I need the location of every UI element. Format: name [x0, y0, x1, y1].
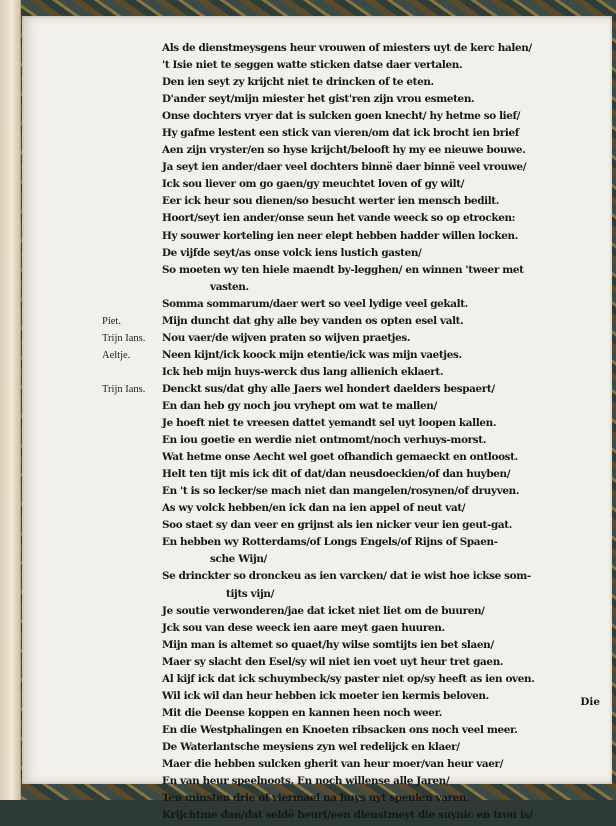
verse-line	[22, 76, 612, 93]
verse-line-text: vasten.	[210, 280, 249, 293]
verse-line-text: Soo staet sy dan veer en grijnst als ien nicker veur ien geut-gat.	[162, 519, 512, 532]
verse-line	[22, 485, 612, 502]
verse-line	[22, 195, 612, 212]
verse-line	[22, 59, 612, 76]
verse-line	[22, 127, 612, 144]
verse-line-text: Neen kijnt/ick koock mijn etentie/ick was mijn vaetjes.	[162, 348, 462, 361]
verse-line	[22, 417, 612, 434]
verse-line	[22, 110, 612, 127]
verse-line	[22, 298, 612, 315]
speaker-label: Trijn Ians.	[102, 383, 146, 395]
verse-line-text: Maer sy slacht den Esel/sy wil niet ien voet uyt heur tret gaen.	[162, 655, 504, 668]
verse-line-text: En 't is so lecker/se mach niet dan mangelen/rosynen/of druyven.	[162, 485, 520, 498]
verse-line-text: sche Wijn/	[210, 553, 268, 566]
verse-line-text: En hebben wy Rotterdams/of Longs Engels/of Rijns of Spaen-	[162, 536, 498, 549]
verse-line	[22, 741, 612, 758]
verse-line	[22, 161, 612, 178]
verse-line-text: As wy volck hebben/en ick dan na ien appel of neut vat/	[162, 502, 466, 515]
verse-line-text: Ick sou liever om go gaen/gy meuchtet loven of gy wilt/	[162, 178, 465, 191]
verse-line	[22, 264, 612, 281]
verse-line-text: Ick heb mijn huys-werck dus lang allienich eklaert.	[162, 365, 444, 378]
verse-line-text: Mijn man is altemet so quaet/hy wilse somtijts ien bet slaen/	[162, 638, 494, 651]
verse-line-text: Je soutie verwonderen/jae dat icket niet liet om de buuren/	[162, 604, 485, 617]
verse-line	[22, 400, 612, 417]
verse-line-text: De Waterlantsche meysiens zyn wel redelijck en klaer/	[162, 740, 460, 753]
verse-line	[22, 212, 612, 229]
verse-line	[22, 707, 612, 724]
verse-line-text: Krijchtme dan/dat seldë beurt/een dienstmeyt die suynic en trou is/	[162, 809, 533, 822]
verse-line	[22, 570, 612, 587]
verse-line	[22, 690, 612, 707]
verse-line-text: Hy souwer korteling ien neer elept hebben hadder willen locken.	[162, 229, 518, 242]
verse-line-text: En dan heb gy noch jou vryhept om wat te mallen/	[162, 399, 437, 412]
verse-line	[22, 639, 612, 656]
verse-line-text: 't Isie niet te seggen watte sticken datse daer vertalen.	[162, 59, 463, 72]
verse-line	[22, 230, 612, 247]
speaker-label: Piet.	[102, 315, 121, 327]
verse-line-text: Somma sommarum/daer wert so veel lydige veel gekalt.	[162, 297, 468, 310]
verse-line-text: Als de dienstmeysgens heur vrouwen of miesters uyt de kerc halen/	[162, 42, 532, 54]
verse-line	[22, 349, 612, 366]
verse-line	[22, 315, 612, 332]
verse-line	[22, 809, 612, 826]
verse-line	[22, 605, 612, 622]
verse-line-text: Eer ick heur sou dienen/so besucht werter ien mensch bedilt.	[162, 195, 500, 208]
verse-line	[22, 332, 612, 349]
verse-line	[22, 42, 612, 59]
verse-line	[22, 93, 612, 110]
verse-line	[22, 758, 612, 775]
verse-line	[22, 724, 612, 741]
verse-line-text: D'ander seyt/mijn miester het gist'ren zijn vrou esmeten.	[162, 93, 475, 106]
speaker-label: Aeltje.	[102, 349, 131, 361]
verse-line-text: En iou goetie en werdie niet ontmomt/noch verhuys-morst.	[162, 434, 486, 447]
verse-text-block	[22, 42, 612, 826]
verse-line-text: Je hoeft niet te vreesen dattet yemandt sel uyt loopen kallen.	[162, 417, 497, 430]
verse-line	[22, 519, 612, 536]
verse-line-text: Den ien seyt zy krijcht niet te drincken of te eten.	[162, 76, 434, 89]
verse-line-text: En van heur speelnoots. En noch willense alle Jaren/	[162, 775, 450, 788]
verse-line-text: Wil ick wil dan heur hebben ick moeter ien kermis beloven.	[162, 689, 489, 702]
verse-line-text: Mijn duncht dat ghy alle bey vanden os opten esel valt.	[162, 314, 464, 327]
verse-line	[22, 553, 612, 570]
verse-line	[22, 434, 612, 451]
verse-line	[22, 775, 612, 792]
verse-line	[22, 144, 612, 161]
speaker-label: Trijn Ians.	[102, 332, 146, 344]
verse-line	[22, 588, 612, 605]
verse-line-text: Hoort/seyt ien ander/onse seun het vande weeck so op etrocken:	[162, 212, 516, 225]
verse-line-text: Jck sou van dese weeck ien aare meyt gaen huuren.	[162, 621, 445, 634]
verse-line	[22, 792, 612, 809]
verse-line-text: Aen zijn vryster/en so hyse krijcht/belooft hy my ee nieuwe bouwe.	[162, 144, 526, 157]
book-page	[22, 16, 612, 822]
verse-line-text: Hy gafme lestent een stick van vieren/om dat ick brocht ien brief	[162, 127, 519, 140]
verse-line-text: Denckt sus/dat ghy alle Jaers wel hondert daelders bespaert/	[162, 382, 495, 395]
verse-line	[22, 247, 612, 264]
verse-line-text: Maer die hebben sulcken gherit van heur moer/van heur vaer/	[162, 757, 504, 770]
verse-line	[22, 502, 612, 519]
verse-line-text: En die Westphalingen en Knoeten ribsacken ons noch veel meer.	[162, 723, 518, 736]
verse-line	[22, 178, 612, 195]
verse-line	[22, 622, 612, 639]
verse-line-text: Onse dochters vryer dat is sulcken goen knecht/ hy hetme so lief/	[162, 110, 521, 123]
verse-line-text: De vijfde seyt/as onse volck iens lustich gasten/	[162, 246, 422, 259]
verse-line-text: Al kijf ick dat ick schuymbeck/sy paster niet op/sy heeft as ien oven.	[162, 672, 535, 685]
book-binding	[0, 0, 21, 800]
verse-line	[22, 656, 612, 673]
verse-line	[22, 451, 612, 468]
verse-line	[22, 536, 612, 553]
verse-line-text: tijts vijn/	[226, 587, 275, 600]
verse-line	[22, 383, 612, 400]
verse-line-text: Ja seyt ien ander/daer veel dochters binnë daer binnë veel vrouwe/	[162, 161, 527, 174]
verse-line	[22, 366, 612, 383]
verse-line-text: Nou vaer/de wijven praten so wijven praetjes.	[162, 331, 411, 344]
verse-line-text: Wat hetme onse Aecht wel goet ofhandich gemaeckt en ontloost.	[162, 451, 518, 464]
verse-line-text: Se drinckter so dronckeu as ien varcken/ dat ie wist hoe ickse som-	[162, 570, 531, 583]
verse-line-text: Ten minsten drie of viermael na huys uyt speulen varen.	[162, 792, 470, 805]
verse-line	[22, 468, 612, 485]
verse-line-text: Mit die Deense koppen en kannen heen noch weer.	[162, 706, 443, 719]
verse-line-text: Helt ten tijt mis ick dit of dat/dan neusdoeckien/of dan huyben/	[162, 468, 511, 481]
catchword: Die	[580, 696, 600, 708]
verse-line-text: So moeten wy ten hiele maendt by-legghen/ en winnen 'tweer met	[162, 263, 524, 276]
verse-line	[22, 673, 612, 690]
verse-line	[22, 281, 612, 298]
